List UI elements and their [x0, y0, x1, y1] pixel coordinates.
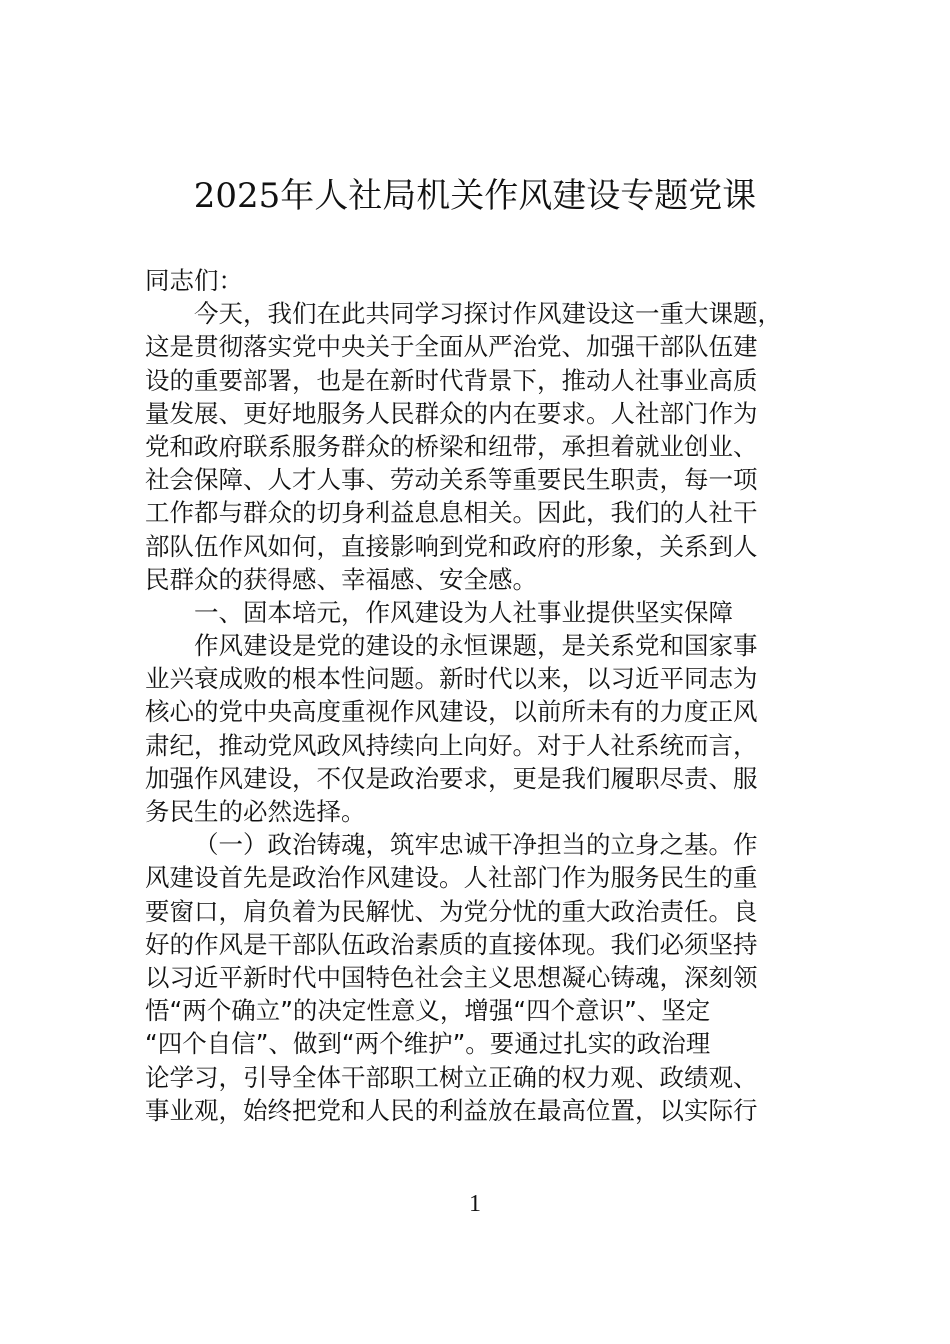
- document-body: [145, 264, 815, 1127]
- text-line: 核心的党中央高度重视作风建设，以前所未有的力度正风: [145, 697, 758, 727]
- text-line: 务民生的必然选择。: [145, 797, 366, 826]
- greeting: 同志们：: [145, 266, 243, 295]
- text-line: 部队伍作风如何，直接影响到党和政府的形象，关系到人: [145, 531, 758, 561]
- text-line: 论学习，引导全体干部职工树立正确的权力观、政绩观、: [145, 1062, 758, 1092]
- document-title: 2025年人社局机关作风建设专题党课: [193, 176, 757, 216]
- text-line: 悟“两个确立”的决定性意义，增强“四个意识”、坚定: [145, 996, 711, 1026]
- text-line: 作风建设是党的建设的永恒课题，是关系党和国家事: [194, 631, 758, 661]
- text-line: 党和政府联系服务群众的桥梁和纽带，承担着就业创业、: [145, 431, 758, 461]
- text-line: 加强作风建设，不仅是政治要求，更是我们履职尽责、服: [145, 763, 758, 793]
- text-line: 好的作风是干部队伍政治素质的直接体现。我们必须坚持: [145, 929, 758, 959]
- text-line: “四个自信”、做到“两个维护”。要通过扎实的政治理: [145, 1029, 711, 1059]
- text-line: 工作都与群众的切身利益息息相关。因此，我们的人社干: [145, 498, 758, 528]
- section-heading: 一、固本培元，作风建设为人社事业提供坚实保障: [194, 597, 733, 627]
- text-line: 业兴衰成败的根本性问题。新时代以来，以习近平同志为: [145, 664, 758, 694]
- text-line: 社会保障、人才人事、劳动关系等重要民生职责，每一项: [145, 465, 758, 495]
- text-line: 民群众的获得感、幸福感、安全感。: [145, 564, 537, 594]
- text-line: 要窗口，肩负着为民解忧、为党分忧的重大政治责任。良: [145, 896, 758, 926]
- text-line: 设的重要部署，也是在新时代背景下，推动人社事业高质: [145, 365, 758, 395]
- text-line: 风建设首先是政治作风建设。人社部门作为服务民生的重: [145, 863, 758, 893]
- text-line: 肃纪，推动党风政风持续向上向好。对于人社系统而言，: [145, 730, 758, 760]
- text-line: 以习近平新时代中国特色社会主义思想凝心铸魂，深刻领: [145, 962, 758, 992]
- text-line: 今天，我们在此共同学习探讨作风建设这一重大课题，: [194, 299, 782, 329]
- text-line: （一）政治铸魂，筑牢忠诚干净担当的立身之基。作: [194, 830, 758, 860]
- text-line: 量发展、更好地服务人民群众的内在要求。人社部门作为: [145, 398, 758, 428]
- page-number: 1: [469, 1191, 481, 1217]
- text-line: 这是贯彻落实党中央关于全面从严治党、加强干部队伍建: [145, 332, 758, 362]
- text-line: 事业观，始终把党和人民的利益放在最高位置，以实际行: [145, 1095, 758, 1125]
